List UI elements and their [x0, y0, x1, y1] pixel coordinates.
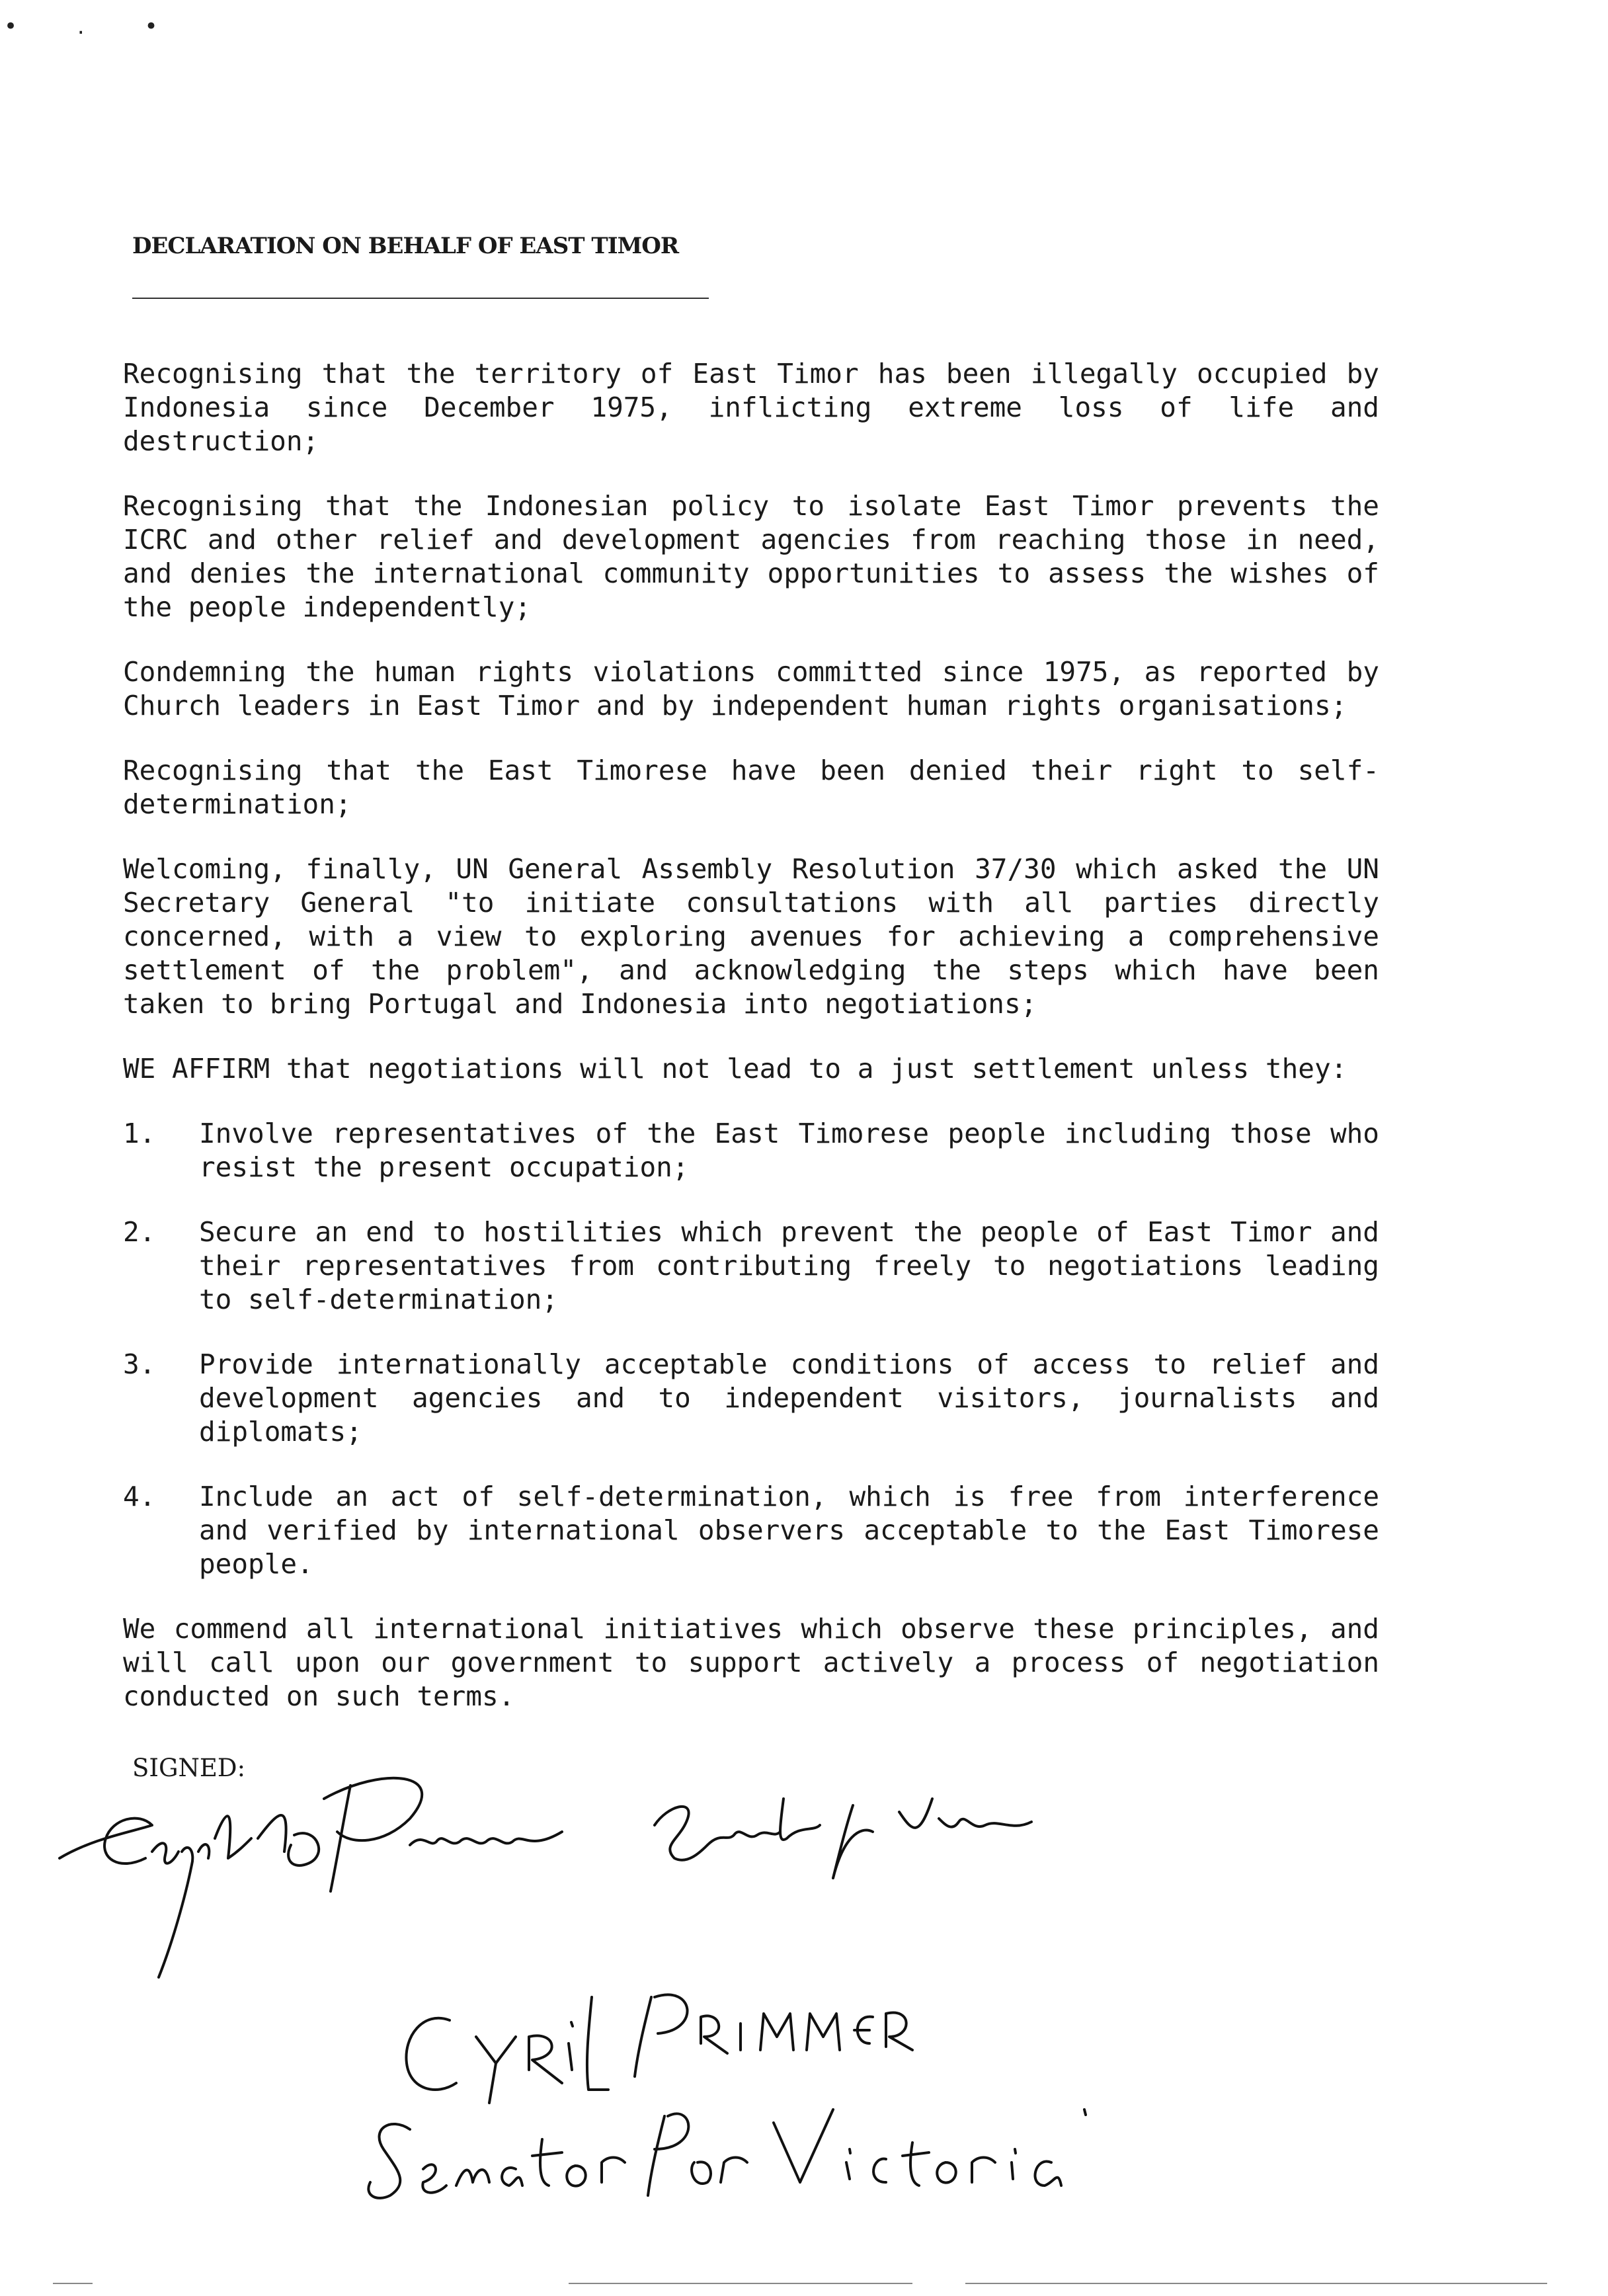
scan-artifact-line: [53, 2283, 93, 2284]
list-item-number: 2.: [123, 1216, 156, 1248]
handwritten-signature: [40, 1759, 1177, 2222]
paragraph-occupation: Recognising that the territory of East Timor has been illegally occupied by Indonesia since December 1975, inflicting extreme loss of life and destruction;: [123, 358, 1379, 457]
signed-label: SIGNED:: [132, 1754, 246, 1782]
paragraph-isolation: Recognising that the Indonesian policy to isolate East Timor prevents the ICRC and other relief and development agencies from reaching those in need, and denies the international community opportunities to assess the wishes of the people independently;: [123, 490, 1379, 623]
list-item-text: Secure an end to hostilities which prevent the people of East Timor and their representatives from contributing freely to negotiations leading to self-determination;: [199, 1216, 1379, 1315]
list-item-number: 4.: [123, 1481, 156, 1512]
list-item: [123, 1480, 1379, 1581]
list-item-number: 1.: [123, 1118, 156, 1149]
paragraph-self-determination: Recognising that the East Timorese have been denied their right to self-determination;: [123, 755, 1379, 820]
paragraph-affirm: WE AFFIRM that negotiations will not lead to a just settlement unless they:: [123, 1053, 1347, 1085]
scan-marks: • . •: [4, 13, 184, 40]
list-item-text: Involve representatives of the East Timorese people including those who resist the present occupation;: [199, 1118, 1379, 1183]
list-item: [123, 1215, 1379, 1317]
scan-artifact-line: [965, 2283, 1547, 2284]
paragraph-closing: We commend all international initiatives which observe these principles, and will call upon our government to support actively a process of negotiation conducted on such terms.: [123, 1613, 1379, 1712]
list-item-text: Include an act of self-determination, which is free from interference and verified by international observers acceptable to the East Timorese people.: [199, 1481, 1379, 1580]
paragraph-human-rights: Condemning the human rights violations committed since 1975, as reported by Church leaders in East Timor and by independent human rights organisations;: [123, 656, 1379, 721]
document-body: [123, 357, 1379, 1744]
scan-artifact-line: [569, 2283, 912, 2284]
document-title: DECLARATION ON BEHALF OF EAST TIMOR: [132, 233, 679, 259]
list-item: [123, 1117, 1379, 1184]
list-item: [123, 1348, 1379, 1449]
list-item-number: 3.: [123, 1348, 156, 1380]
title-underline: [132, 298, 709, 299]
paragraph-un-resolution: Welcoming, finally, UN General Assembly Resolution 37/30 which asked the UN Secretary General "to initiate consultations with all parties directly concerned, with a view to exploring avenues for achieving a comprehensive settlement of the problem", and acknowledging the steps which have been taken to bring Portugal and Indonesia into negotiations;: [123, 853, 1379, 1020]
list-item-text: Provide internationally acceptable conditions of access to relief and development agencies and to independent visitors, journalists and diplomats;: [199, 1348, 1379, 1448]
